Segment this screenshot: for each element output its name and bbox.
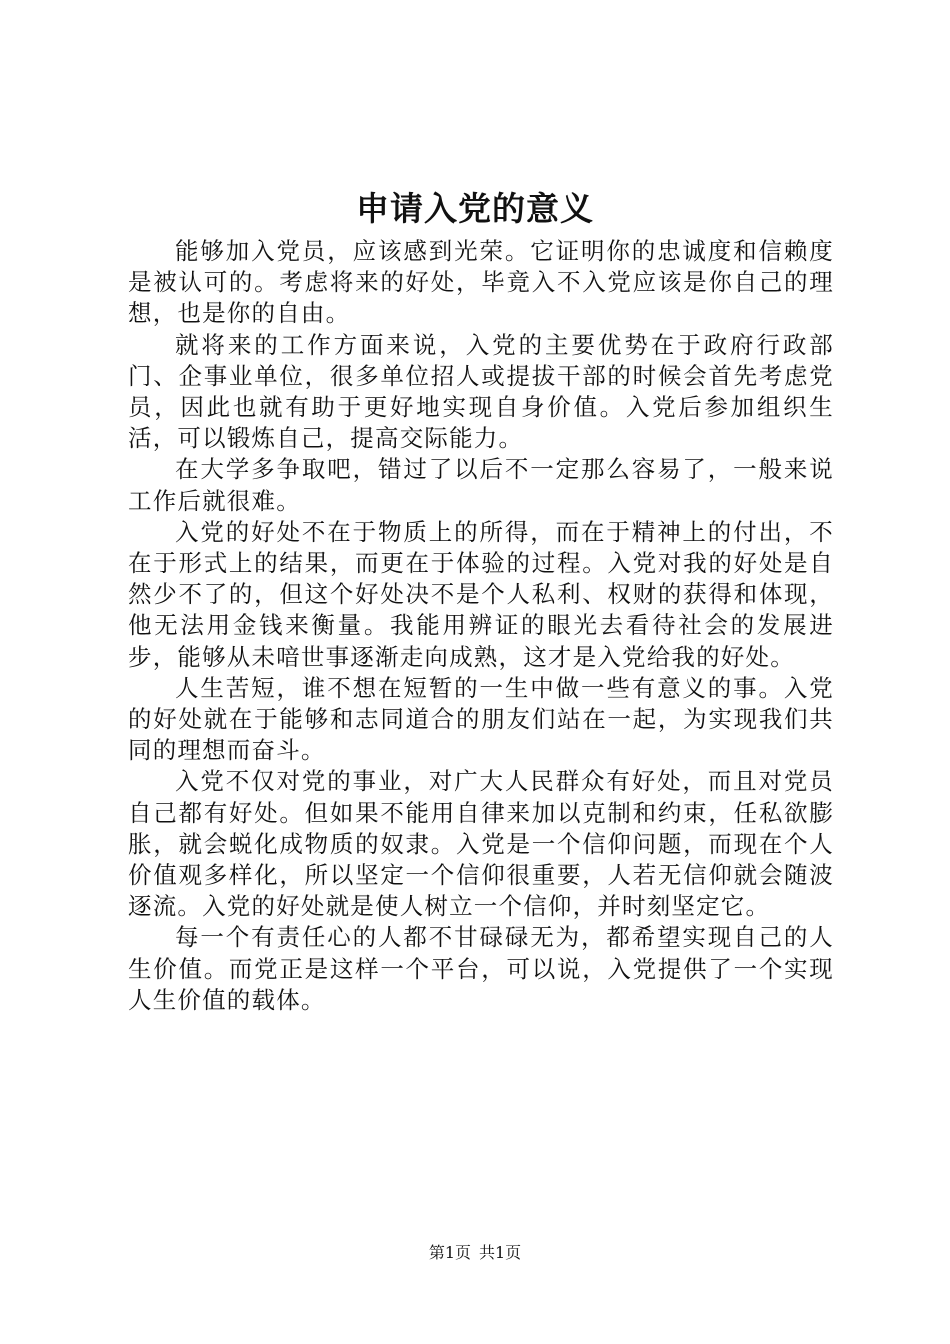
- page-footer: [0, 1242, 950, 1264]
- paragraph: 每一个有责任心的人都不甘碌碌无为，都希望实现自己的人生价值。而党正是这样一个平台，可以说，入党提供了一个实现人生价值的载体。: [128, 923, 834, 1014]
- paragraph: 就将来的工作方面来说，入党的主要优势在于政府行政部门、企事业单位，很多单位招人或提拔干部的时候会首先考虑党员，因此也就有助于更好地实现自身价值。入党后参加组织生活，可以锻炼自己，提高交际能力。: [128, 330, 834, 453]
- paragraph: 人生苦短，谁不想在短暂的一生中做一些有意义的事。入党的好处就在于能够和志同道合的朋友们站在一起，为实现我们共同的理想而奋斗。: [128, 673, 834, 765]
- paragraph: 能够加入党员，应该感到光荣。它证明你的忠诚度和信赖度是被认可的。考虑将来的好处，毕竟入不入党应该是你自己的理想，也是你的自由。: [128, 237, 834, 328]
- paragraph: 入党的好处不在于物质上的所得，而在于精神上的付出，不在于形式上的结果，而更在于体验的过程。入党对我的好处是自然少不了的，但这个好处决不是个人私利、权财的获得和体现，他无法用金钱来衡量。我能用辨证的眼光去看待社会的发展进步，能够从未喑世事逐渐走向成熟，这才是入党给我的好处。: [128, 517, 834, 671]
- page-number: 第1页: [428, 1243, 471, 1262]
- document-title: 申请入党的意义: [356, 189, 594, 228]
- document-body: [128, 236, 834, 1016]
- page-total: 共1页: [479, 1243, 522, 1262]
- paragraph: 入党不仅对党的事业，对广大人民群众有好处，而且对党员自己都有好处。但如果不能用自律来加以克制和约束，任私欲膨胀，就会蜕化成物质的奴隶。入党是一个信仰问题，而现在个人价值观多样化，所以坚定一个信仰很重要，人若无信仰就会随波逐流。入党的好处就是使人树立一个信仰，并时刻坚定它。: [128, 767, 834, 921]
- paragraph: 在大学多争取吧，错过了以后不一定那么容易了，一般来说工作后就很难。: [128, 455, 834, 515]
